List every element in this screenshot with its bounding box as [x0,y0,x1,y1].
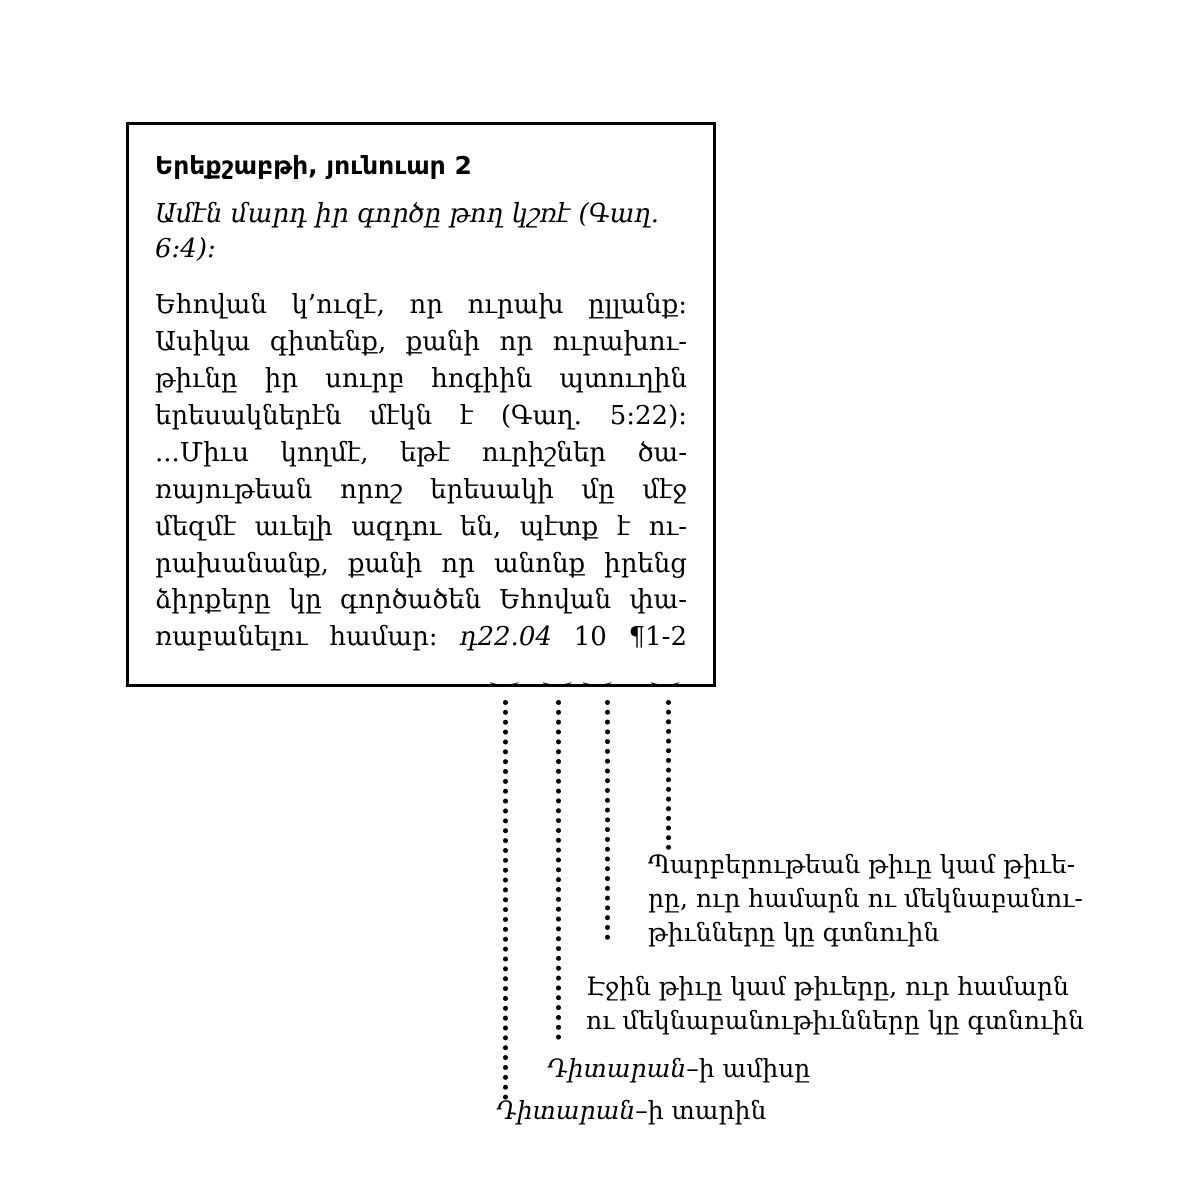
daily-text-article-box [126,122,716,687]
article-theme-scripture: Ամէն մարդ իր գործը թող կշռէ (Գաղ. 6:4): [155,199,660,265]
article-body-line: մեզմէ աւելի ազդու են, պէտք է ու- [155,511,687,542]
brace-page-icon: ⏝ [582,666,612,686]
article-body-line: Ասիկա գիտենք, քանի որ ուրախու- [155,327,687,358]
article-body-line: Եհովան կ’ուզէ, որ ուրախ ըլլանք: [155,290,687,321]
article-date-heading: Երեքշաբթի, յունուար 2 [155,151,472,180]
article-body-line: րախանանք, քանի որ անոնք իրենց [155,548,687,579]
citation-paragraphs: ¶1-2 [628,622,688,653]
citation-publication: դ22.04 [459,622,552,653]
brace-paragraphs-icon: ⏝ [650,666,680,686]
leader-line-paragraphs-icon [666,700,671,850]
article-body-line: ...Միւս կողմէ, եթէ ուրիշներ ծա- [155,437,687,468]
publication-name: Դիտարան [547,1054,687,1083]
legend-year: Դիտարան–ի տարին [496,1096,767,1125]
publication-name: Դիտարան [496,1096,636,1125]
legend-paragraphs: Պարբերութեան թիւը կամ թիւե- րը, ուր համարն ու մեկնաբանու- թիւնները կը գտնուին [648,850,1083,947]
legend-page: Էջին թիւը կամ թիւերը, ուր համարն ու մեկնաբանութիւնները կը գտնուին [586,972,1084,1035]
brace-publication-icon: ⏝ [489,666,519,686]
leader-line-page-icon [605,700,610,940]
article-body-line: ռաբանելու համար: դ22.04 10 ¶1-2 [155,622,688,653]
article-body-line: երեսակներէն մէկն է (Գաղ. 5:22): [155,400,687,431]
legend-issue: Դիտարան–ի ամիսը [547,1054,811,1083]
article-body-line: ձիրքերը կը գործածեն Եհովան փա- [155,585,687,616]
article-body-text [155,287,687,656]
article-body-line: թիւնը իր սուրբ հոգիին պտուղին [155,364,687,394]
brace-issue-icon: ⏝ [542,666,572,686]
citation-page: 10 [573,622,607,653]
leader-line-year-icon [503,700,508,1100]
leader-line-issue-icon [556,700,561,1040]
article-body-line: ռայութեան որոշ երեսակի մը մէջ [155,474,687,505]
